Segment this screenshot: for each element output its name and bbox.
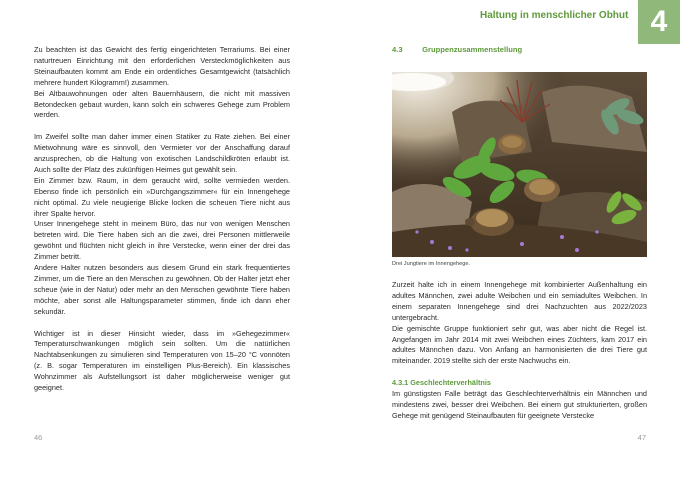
tortoise-photo (392, 72, 647, 257)
right-paragraph-1: Zurzeit halte ich in einem Innengehege mit kombinierter Außenhaltung ein adultes Männchen, zwei adulte Weibchen und ein semiadultes Weibchen. In einem separaten Innengehege sind drei Nachzuchten aus 2022/2023 untergebracht. (392, 280, 647, 322)
right-paragraph-2: Die gemischte Gruppe funktioniert sehr gut, was aber nicht die Regel ist. Angefangen im Jahr 2014 mit zwei Weibchen eines Züchters, kam 2017 ein adultes Männchen dazu. Von Anfang an harmonisierten die drei Tiere gut miteinander. 2019 stellte sich der erste Nachwuchs ein. (392, 323, 647, 366)
section-number: 4.3 (392, 45, 403, 54)
left-paragraph-1: Zu beachten ist das Gewicht des fertig eingerichteten Terrariums. Bei einer naturtreuen Einrichtung mit den erforderlichen Versteckmöglichkeiten aus Steinaufbauten kommt am Ende ein ordentliches Gesamtgewicht (tatsächlich mehrere hundert Kilogramm!) zusammen. (34, 45, 290, 87)
chapter-number-badge: 4 (638, 0, 680, 44)
right-paragraph-3: Im günstigsten Falle beträgt das Geschlechterverhältnis ein Männchen und mindestens zwei, besser drei Weibchen. Bei einem gut strukturierten, großen Gehege mit genügend Steinaufbauten für geeignete Verstecke (392, 389, 647, 420)
left-paragraph-4: Ein Zimmer bzw. Raum, in dem geraucht wird, sollte vermieden werden. Ebenso finde ich persönlich ein »Durchgangszimmer« für ein Innengehege nicht optimal. Zu viele neugierige Blicke locken die scheuen Tiere nicht aus ihrer Spalte hervor. (34, 175, 290, 218)
running-header-title: Haltung in menschlicher Obhut (480, 10, 629, 21)
section-heading (392, 45, 522, 54)
left-text-column (34, 45, 290, 394)
subsection-title: 4.3.1 Geschlechterverhältnis (392, 378, 491, 388)
left-paragraph-5: Unser Innengehege steht in meinem Büro, das nur von wenigen Menschen betreten wird. Die Tiere haben sich an die zwei, drei Personen mittlerweile gewöhnt und flüchten nicht gleich in ihre Verstecke, wenn einer der drei das Zimmer betritt. (34, 219, 290, 262)
photo-caption: Drei Jungtiere im Innengehege. (392, 261, 471, 267)
left-paragraph-2: Bei Altbauwohnungen oder alten Bauernhäusern, die nicht mit massiven Betondecken gebaut wurden, kann solch ein schweres Gehege zum Problem werden. (34, 88, 290, 120)
left-paragraph-6: Andere Halter nutzen besonders aus diesem Grund ein stark frequentiertes Zimmer, um die Tiere an den Menschen zu gewöhnen. Ob der Halter jetzt eher scheue (wie in der Natur) oder mehr an den Menschen gewöhnte Tiere haben möchte, aber sonst alle Haltungsparameter stimmen, finde ich dann eher sekundär. (34, 263, 290, 316)
right-page (340, 0, 680, 480)
page-number-right: 47 (637, 433, 646, 442)
page-number-left: 46 (34, 433, 43, 442)
terrarium-photo-illustration (392, 72, 647, 257)
section-title: Gruppenzusammenstellung (422, 45, 523, 54)
left-paragraph-3: Im Zweifel sollte man daher immer einen Statiker zu Rate ziehen. Bei einer Mietwohnung wäre es sinnvoll, den Vermieter vor der Anschaffung darauf anzusprechen, ob die Haltung von exotischen Landschildkröten erlaubt ist. Auch sollte der Platz des zukünftigen Heimes gut gewählt sein. (34, 132, 290, 174)
right-text-column (392, 280, 647, 422)
left-paragraph-7: Wichtiger ist in dieser Hinsicht wieder, dass im »Gehegezimmer« Temperaturschwankungen möglich sein sollten. Um die natürlichen Nachtabsenkungen zu simulieren sind Temperaturen von 15–20 °C vonnöten (z. B. sogar Temperaturen im einstelligen Plus-Bereich). Ein klassisches Wohnzimmer als Aufstellungsort ist daher möglicherweise weniger gut geeignet. (34, 328, 290, 393)
